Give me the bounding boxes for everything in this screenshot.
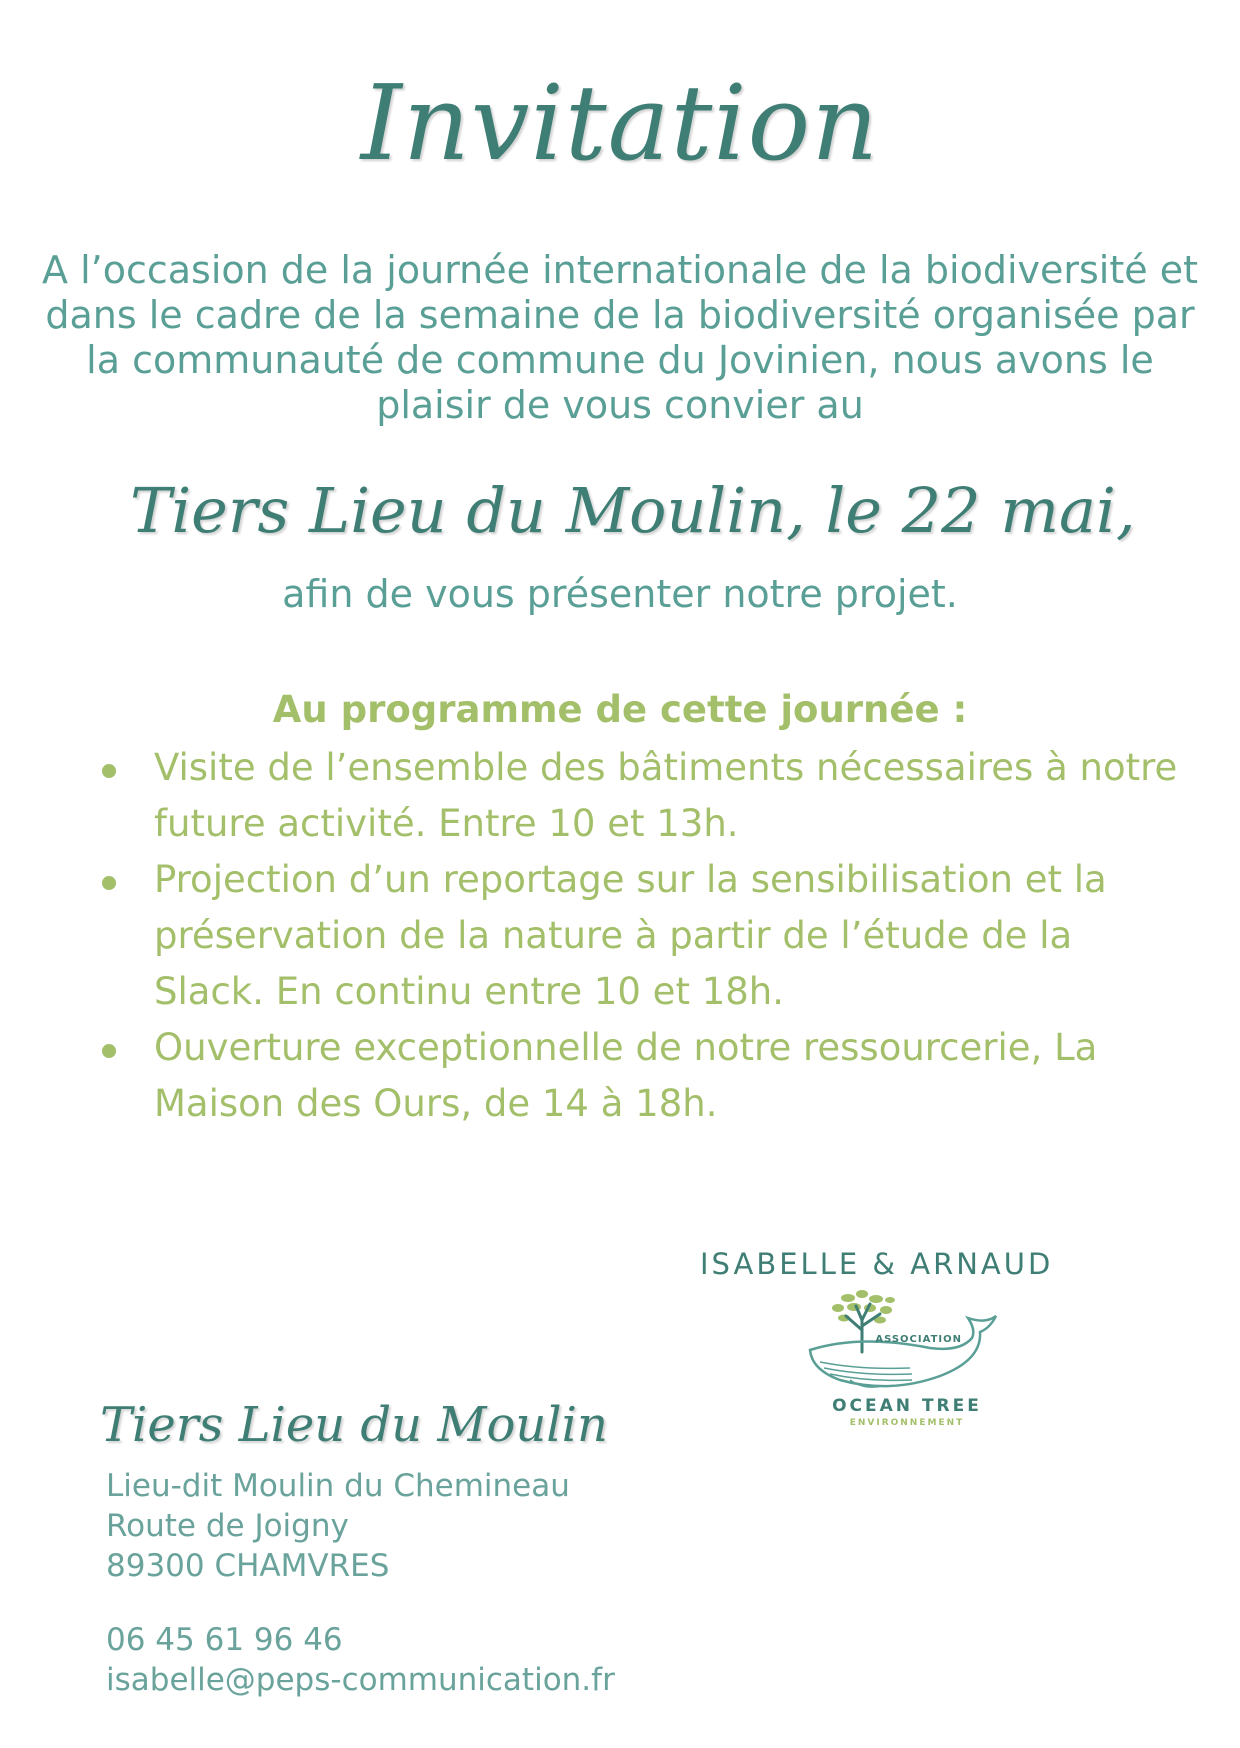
program-item-text: Ouverture exceptionnelle de notre ressourcerie, La Maison des Ours, de 14 à 18h. — [154, 1026, 1098, 1125]
bullet-icon — [102, 1044, 116, 1058]
program-title: Au programme de cette journée : — [272, 688, 968, 731]
email-address: isabelle@peps-communication.fr — [106, 1662, 615, 1698]
program-item — [100, 1020, 1180, 1132]
venue-address — [106, 1466, 726, 1586]
intro-purpose: afin de vous présenter notre projet. — [282, 572, 958, 616]
signature: ISABELLE & ARNAUD — [700, 1247, 1054, 1281]
invitation-title: Invitation — [360, 62, 880, 184]
whale-tree-icon — [790, 1290, 1030, 1400]
address-line: 89300 CHAMVRES — [106, 1548, 390, 1584]
program-list — [100, 740, 1180, 1132]
bullet-icon — [102, 764, 116, 778]
intro-text: A l’occasion de la journée internationale de la biodiversité et dans le cadre de la semaine de la biodiversité organisée par la communauté de commune du Jovinien, nous avons le plaisir de vous convier au — [42, 248, 1198, 427]
logo-subtitle: ENVIRONNEMENT — [849, 1418, 965, 1428]
bullet-icon — [102, 876, 116, 890]
venue-name: Tiers Lieu du Moulin — [100, 1397, 608, 1453]
program-item — [100, 740, 1180, 852]
ocean-tree-logo — [790, 1290, 1030, 1450]
program-item — [100, 852, 1180, 1020]
address-line: Route de Joigny — [106, 1508, 349, 1544]
program-item-text: Projection d’un reportage sur la sensibilisation et la préservation de la nature à partir de l’étude de la Slack. En continu entre 10 et 18h. — [154, 858, 1107, 1013]
venue-date-highlight: Tiers Lieu du Moulin, le 22 mai, — [130, 474, 1136, 547]
venue-contact — [106, 1620, 726, 1700]
program-item-text: Visite de l’ensemble des bâtiments nécessaires à notre future activité. Entre 10 et 13h. — [154, 746, 1178, 845]
phone-number: 06 45 61 96 46 — [106, 1622, 343, 1658]
logo-association-label: ASSOCIATION — [875, 1334, 962, 1345]
logo-name: OCEAN TREE — [832, 1396, 982, 1416]
address-line: Lieu-dit Moulin du Chemineau — [106, 1468, 570, 1504]
